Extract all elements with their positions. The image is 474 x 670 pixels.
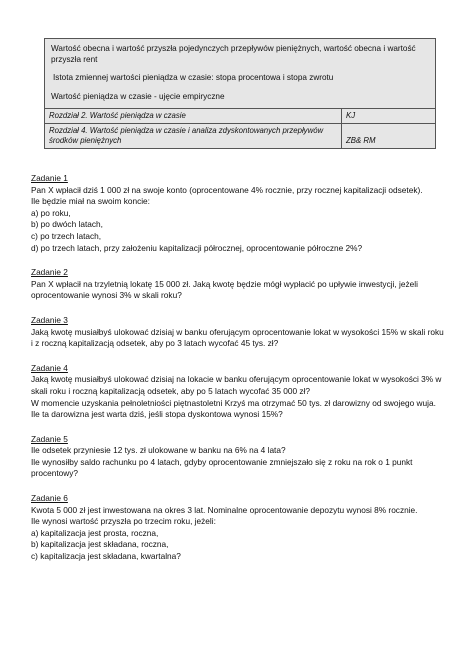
chapter-author: ZB& RM xyxy=(346,136,376,145)
task-3 xyxy=(31,315,446,350)
task-line: Ile wynosiłby saldo rachunku po 4 latach, gdyby oprocentowanie zmniejszało się z roku na rok o 1 punkt procentowy? xyxy=(31,456,413,479)
task-line: Pan X wpłacił na trzyletnią lokatę 15 000 zł. Jaką kwotę będzie mógł wypłacić po upływie inwestycji, jeżeli oprocentowanie wynosi 3% w skali roku? xyxy=(31,278,418,301)
task-title: Zadanie 3 xyxy=(31,314,68,325)
header-topic-line: Istota zmiennej wartości pieniądza w czasie: stopa procentowa i stopa zwrotu xyxy=(53,73,334,82)
task-line: c) po trzech latach, xyxy=(31,230,102,241)
header-box xyxy=(44,38,436,149)
task-line: Pan X wpłacił dziś 1 000 zł na swoje konto (oprocentowane 4% rocznie, przy rocznej kapitalizacji odsetek). xyxy=(31,184,423,195)
chapter-title: Rozdział 2. Wartość pieniądza w czasie xyxy=(45,109,342,123)
task-line: Kwota 5 000 zł jest inwestowana na okres 3 lat. Nominalne oprocentowanie depozytu wynosi 8% rocznie. xyxy=(31,504,418,515)
task-line: d) po trzech latach, przy założeniu kapitalizacji półrocznej, oprocentowanie półroczne 2%? xyxy=(31,242,363,253)
task-line: b) po dwóch latach, xyxy=(31,219,103,230)
task-line: W momencie uzyskania pełnoletniości piętnastoletni Krzyś ma otrzymać 50 tys. zł darowizny od swojego wuja. Ile ta darowizna jest warta dziś, jeśli stopa dyskontowa wynosi 15%? xyxy=(31,397,436,420)
task-line: Ile będzie miał na swoim koncie: xyxy=(31,196,150,207)
task-line: b) kapitalizacja jest składana, roczna, xyxy=(31,539,169,550)
task-title: Zadanie 5 xyxy=(31,433,68,444)
task-line: Jaką kwotę musiałbyś ulokować dzisiaj w banku oferującym oprocentowanie lokat w wysokości 15% w skali roku i z roczną kapitalizacją odsetek, aby po 3 latach wycofać 45 tys. zł? xyxy=(31,326,444,349)
task-2 xyxy=(31,267,446,302)
task-title: Zadanie 2 xyxy=(31,267,68,278)
task-6 xyxy=(31,493,446,563)
header-chapter-row xyxy=(45,123,435,148)
task-line: Jaką kwotę musiałbyś ulokować dzisiaj na lokacie w banku oferującym oprocentowanie lokat w wysokości 3% w skali roku i roczną kapitalizacją odsetek, aby po 5 latach wycofać 35 000 zł? xyxy=(31,374,442,396)
task-line: Ile odsetek przyniesie 12 tys. zł ulokowane w banku na 6% na 4 lata? xyxy=(31,445,286,456)
task-line: c) kapitalizacja jest składana, kwartalna? xyxy=(31,551,181,562)
task-1 xyxy=(31,173,446,254)
task-line: a) po roku, xyxy=(31,207,71,218)
task-title: Zadanie 1 xyxy=(31,173,68,183)
task-5 xyxy=(31,434,446,480)
header-topics xyxy=(45,39,435,108)
chapter-title: Rozdział 4. Wartość pieniądza w czasie i analiza zdyskontowanych przepływów środków pieniężnych xyxy=(45,124,342,148)
header-topic-line: Wartość pieniądza w czasie - ujęcie empiryczne xyxy=(51,91,225,101)
header-topic-line: Wartość obecna i wartość przyszła pojedynczych przepływów pieniężnych, wartość obecna i wartość przyszła rent xyxy=(51,44,416,64)
task-title: Zadanie 6 xyxy=(31,493,68,504)
header-chapter-row xyxy=(45,108,435,123)
task-line: a) kapitalizacja jest prosta, roczna, xyxy=(31,527,159,538)
task-title: Zadanie 4 xyxy=(31,362,68,373)
task-list xyxy=(31,173,446,576)
task-line: Ile wynosi wartość przyszła po trzecim roku, jeżeli: xyxy=(31,516,216,527)
chapter-author: KJ xyxy=(346,111,356,120)
task-4 xyxy=(31,363,446,421)
